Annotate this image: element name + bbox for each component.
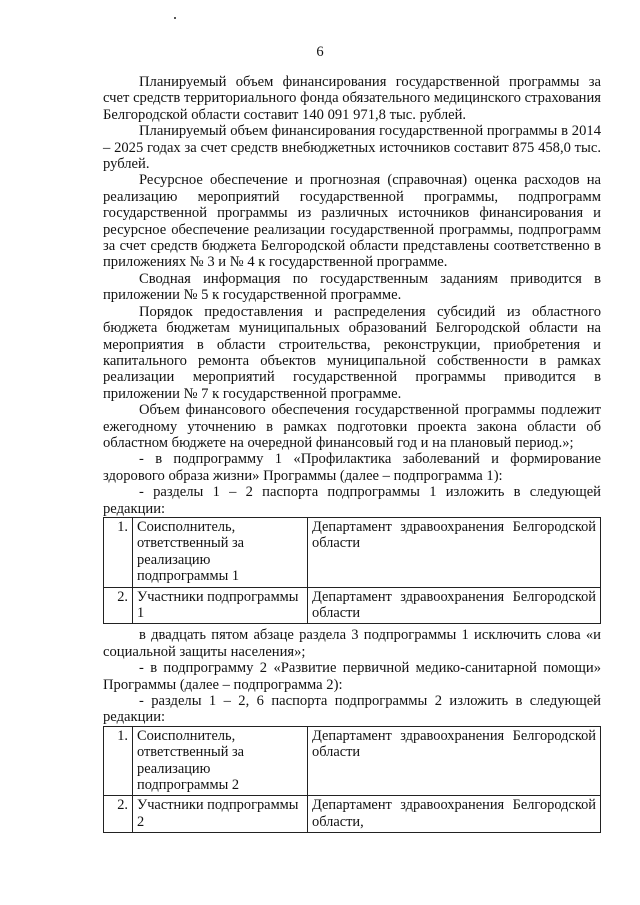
subprogram1-passport-table xyxy=(103,517,601,624)
row-number: 1. xyxy=(104,726,133,796)
row-number: 2. xyxy=(104,587,133,624)
paragraph-state-tasks: Сводная информация по государственным заданиям приводится в приложении № 5 к государственной программе. xyxy=(103,270,601,304)
row-label: Участники подпрограммы 2 xyxy=(133,796,308,833)
table-row xyxy=(104,796,601,833)
row-value: Департамент здравоохранения Белгородской области xyxy=(308,726,601,796)
table-row xyxy=(104,517,601,587)
row-value: Департамент здравоохранения Белгородской области xyxy=(308,517,601,587)
paragraph-tfoms-funding: Планируемый объем финансирования государственной программы за счет средств территориального фонда обязательного медицинского страхования Белгородской области составит 140 091 971,8 тыс. рублей. xyxy=(103,74,601,123)
row-label: Участники подпрограммы 1 xyxy=(133,587,308,624)
scan-speck xyxy=(174,17,176,19)
paragraph-exclude-words: в двадцать пятом абзаце раздела 3 подпрограммы 1 исключить слова «и социальной защиты населения»; xyxy=(103,627,601,660)
paragraph-subsidies: Порядок предоставления и распределения субсидий из областного бюджета бюджетам муниципальных образований Белгородской области на мероприятия в области строительства, реконструкции, приобретения и капитального ремонта объектов муниципальной собственности в рамках реализации мероприятий государственной программы приводится в приложении № 7 к государственной программе. xyxy=(103,303,601,402)
document-body xyxy=(103,74,601,833)
paragraph-subprogram1-intro: - в подпрограмму 1 «Профилактика заболеваний и формирование здорового образа жизни» Программы (далее – подпрограмма 1): xyxy=(103,451,601,484)
paragraph-subprogram1-sections: - разделы 1 – 2 паспорта подпрограммы 1 изложить в следующей редакции: xyxy=(103,484,601,517)
subprogram2-passport-table xyxy=(103,726,601,833)
table-row xyxy=(104,726,601,796)
page-number: 6 xyxy=(316,44,324,60)
row-value: Департамент здравоохранения Белгородской области xyxy=(308,587,601,624)
paragraph-subprogram2-sections: - разделы 1 – 2, 6 паспорта подпрограммы 2 изложить в следующей редакции: xyxy=(103,693,601,726)
row-label: Соисполнитель, ответственный за реализацию подпрограммы 1 xyxy=(133,517,308,587)
table-row xyxy=(104,587,601,624)
paragraph-annual-adjustment: Объем финансового обеспечения государственной программы подлежит ежегодному уточнению в рамках подготовки проекта закона области об областном бюджете на очередной финансовый год и на плановый период.»; xyxy=(103,402,601,451)
paragraph-resource-provision: Ресурсное обеспечение и прогнозная (справочная) оценка расходов на реализацию мероприятий государственной программы, подпрограмм государственной программы из различных источников финансирования и ресурсное обеспечение реализации государственной программы, подпрограмм за счет средств бюджета Белгородской области представлены соответственно в приложениях № 3 и № 4 к государственной программе. xyxy=(103,172,601,271)
row-number: 2. xyxy=(104,796,133,833)
row-value: Департамент здравоохранения Белгородской области, xyxy=(308,796,601,833)
row-label: Соисполнитель, ответственный за реализацию подпрограммы 2 xyxy=(133,726,308,796)
row-number: 1. xyxy=(104,517,133,587)
paragraph-subprogram2-intro: - в подпрограмму 2 «Развитие первичной медико-санитарной помощи» Программы (далее – подпрограмма 2): xyxy=(103,660,601,693)
paragraph-extrabudget-funding: Планируемый объем финансирования государственной программы в 2014 – 2025 годах за счет средств внебюджетных источников составит 875 458,0 тыс. рублей. xyxy=(103,123,601,173)
